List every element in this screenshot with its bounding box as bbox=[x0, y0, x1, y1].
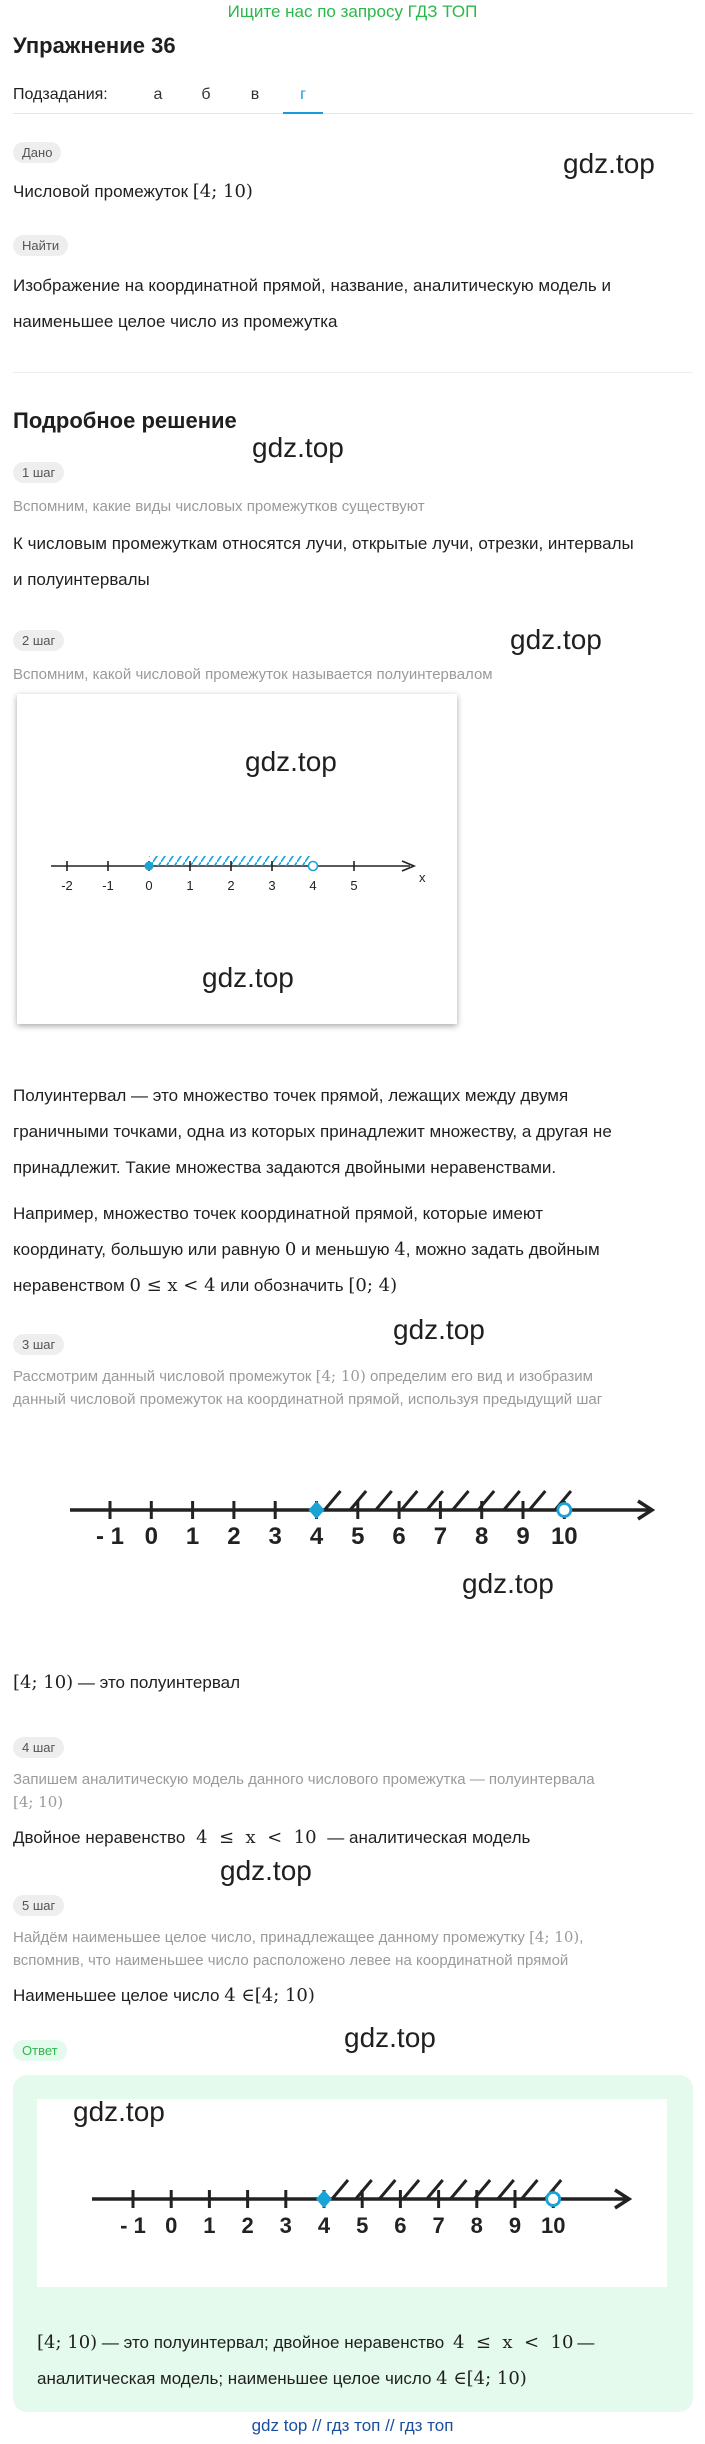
watermark: gdz.top bbox=[344, 2022, 436, 2053]
given-chip: Дано bbox=[13, 142, 61, 163]
closed-endpoint bbox=[145, 862, 154, 871]
step2-interval: [0; 4) bbox=[348, 1275, 398, 1296]
tick-label: 10 bbox=[550, 1523, 578, 1550]
tick-label: 7 bbox=[432, 2213, 445, 2238]
hatch-stroke bbox=[379, 2180, 395, 2199]
step4-text-b: — аналитическая модель bbox=[327, 1828, 531, 1847]
hatch-stroke bbox=[453, 1491, 469, 1510]
tick-label: 0 bbox=[144, 1523, 158, 1550]
answer-box bbox=[13, 2075, 693, 2412]
watermark: gdz.top bbox=[393, 1314, 485, 1345]
tick-label: 5 bbox=[356, 2213, 369, 2238]
tick-label: 0 bbox=[165, 2213, 178, 2238]
open-endpoint bbox=[309, 862, 318, 871]
step1-line-1: К числовым промежуткам относятся лучи, открытые лучи, отрезки, интервалы bbox=[13, 534, 634, 553]
half-interval-figure bbox=[17, 694, 457, 1024]
find-line-2: наименьшее целое число из промежутка bbox=[13, 312, 338, 331]
hatch-stroke bbox=[325, 1491, 341, 1510]
hatch-stroke bbox=[427, 2180, 443, 2199]
step2-text: или обозначить bbox=[220, 1276, 344, 1295]
tick-label: 8 bbox=[475, 1523, 489, 1550]
tick-label: 2 bbox=[227, 878, 235, 893]
step2-p2-line-1: Например, множество точек координатной прямой, которые имеют bbox=[13, 1204, 544, 1223]
open-endpoint bbox=[558, 1504, 571, 1517]
tick-label: 4 bbox=[309, 878, 317, 893]
tick-label: 1 bbox=[185, 1523, 200, 1550]
watermark: gdz.top bbox=[462, 1568, 554, 1599]
tick-label: 2 bbox=[241, 2213, 254, 2238]
hatch-stroke bbox=[401, 1491, 417, 1510]
tick-label: 5 bbox=[351, 1523, 365, 1550]
tick-label: 3 bbox=[268, 878, 276, 893]
answer-figure bbox=[37, 2096, 667, 2287]
step2-text: и меньшую bbox=[301, 1240, 390, 1259]
step3-hint-text: определим его вид и изобразим bbox=[369, 1368, 593, 1385]
tab-g[interactable]: г bbox=[283, 84, 323, 114]
tick-label: 10 bbox=[540, 2213, 566, 2238]
step5-chip: 5 шаг bbox=[13, 1895, 64, 1916]
number-line-4-10 bbox=[0, 1470, 705, 1580]
step4-text-a: Двойное неравенство bbox=[13, 1828, 186, 1847]
tick-label: 1 bbox=[186, 878, 194, 893]
step3-hint-text: Рассмотрим данный числовой промежуток bbox=[13, 1368, 312, 1385]
answer-number-line bbox=[37, 2159, 667, 2269]
footer-links[interactable]: gdz top // гдз топ // гдз топ bbox=[251, 2416, 454, 2435]
step2-text: , можно задать двойным bbox=[405, 1240, 600, 1259]
step3-result-interval: [4; 10) bbox=[13, 1672, 74, 1693]
step4-chip: 4 шаг bbox=[13, 1737, 64, 1758]
find-line-1: Изображение на координатной прямой, название, аналитическую модель и bbox=[13, 276, 611, 295]
step2-p1-line-2: граничными точками, одна из которых принадлежит множеству, а другая не bbox=[13, 1122, 612, 1141]
watermark: gdz.top bbox=[220, 1855, 312, 1886]
find-chip: Найти bbox=[13, 235, 68, 256]
step5-value: 4 ∈[4; 10) bbox=[224, 1985, 315, 2006]
step2-four: 4 bbox=[394, 1239, 406, 1260]
tick-label: 2 bbox=[227, 1523, 241, 1550]
given-interval: [4; 10) bbox=[192, 181, 253, 202]
tick-label: -1 bbox=[102, 878, 114, 893]
watermark: gdz.top bbox=[202, 962, 294, 993]
tick-label: 7 bbox=[433, 1523, 448, 1550]
answer-dash: — bbox=[577, 2333, 595, 2352]
hatch-stroke bbox=[403, 2180, 419, 2199]
answer-text: аналитическая модель; наименьшее целое число bbox=[37, 2369, 432, 2388]
hatch-stroke bbox=[521, 2180, 537, 2199]
given-label: Числовой промежуток bbox=[13, 182, 189, 201]
answer-value: 4 ∈[4; 10) bbox=[436, 2368, 527, 2389]
tick-label: 0 bbox=[145, 878, 153, 893]
answer-inequality: 4 ≤ x < 10 bbox=[452, 2332, 574, 2353]
step5-hint-line-2: вспомнив, что наименьшее число расположено левее на координатной прямой bbox=[13, 1952, 569, 1969]
watermark: gdz.top bbox=[563, 148, 655, 179]
step4-hint-line-2 bbox=[13, 1791, 693, 1814]
step2-p2-line-3 bbox=[13, 1268, 693, 1304]
subtasks-label: Подзадания: bbox=[13, 86, 108, 103]
step5-hint-text: Найдём наименьшее целое число, принадлежащее данному промежутку bbox=[13, 1929, 525, 1946]
tick-label: 8 bbox=[470, 2213, 483, 2238]
divider bbox=[13, 372, 693, 373]
closed-endpoint bbox=[316, 2190, 332, 2208]
tick-label: - 1 bbox=[120, 2213, 146, 2238]
hatch-stroke bbox=[376, 1491, 392, 1510]
step2-chip: 2 шаг bbox=[13, 630, 64, 651]
answer-line-1 bbox=[37, 2325, 677, 2361]
step2-text: неравенством bbox=[13, 1276, 125, 1295]
answer-line-2 bbox=[37, 2361, 677, 2397]
watermark: gdz.top bbox=[252, 432, 344, 463]
answer-chip: Ответ bbox=[13, 2040, 67, 2061]
step5-hint-line-1: Найдём наименьшее целое число, принадлежащее данному промежутку [4; 10), bbox=[13, 1928, 584, 1946]
top-banner[interactable]: Ищите нас по запросу ГДЗ ТОП bbox=[227, 2, 478, 21]
answer-interval: [4; 10) bbox=[37, 2332, 98, 2353]
tick-label: 6 bbox=[392, 1523, 406, 1550]
tab-b[interactable]: б bbox=[201, 86, 211, 103]
page-title: Упражнение 36 bbox=[13, 33, 176, 58]
solution-title: Подробное решение bbox=[13, 408, 237, 433]
step2-p1-line-1: Полуинтервал — это множество точек прямой, лежащих между двумя bbox=[13, 1086, 569, 1105]
hatch-stroke bbox=[450, 2180, 466, 2199]
step4-hint-interval: [4; 10) bbox=[13, 1793, 64, 1811]
hatch-stroke bbox=[504, 1491, 520, 1510]
step1-hint: Вспомним, какие виды числовых промежутков существуют bbox=[13, 498, 425, 515]
step5-label: Наименьшее целое число bbox=[13, 1986, 220, 2005]
step2-p1-line-3: принадлежит. Такие множества задаются двойными неравенствами. bbox=[13, 1158, 557, 1177]
tick-label: 9 bbox=[508, 2213, 522, 2238]
step3-hint-interval: [4; 10) bbox=[315, 1367, 366, 1385]
closed-endpoint bbox=[309, 1501, 325, 1519]
watermark: gdz.top bbox=[510, 624, 602, 655]
tick-label: 3 bbox=[268, 1523, 282, 1550]
step2-p2-line-2 bbox=[13, 1232, 693, 1268]
tab-a[interactable]: а bbox=[153, 86, 163, 103]
tick-label: 6 bbox=[394, 2213, 407, 2238]
step2-hint: Вспомним, какой числовой промежуток называется полуинтервалом bbox=[13, 666, 493, 683]
watermark: gdz.top bbox=[245, 746, 337, 777]
open-endpoint bbox=[547, 2193, 560, 2206]
tick-label: - 1 bbox=[95, 1523, 125, 1550]
step5-text bbox=[13, 1978, 693, 2014]
tick-label: 4 bbox=[317, 2213, 331, 2238]
axis-label: x bbox=[419, 870, 426, 885]
hatch-stroke bbox=[498, 2180, 514, 2199]
step2-zero: 0 bbox=[284, 1239, 297, 1260]
step3-chip: 3 шаг bbox=[13, 1334, 64, 1355]
answer-text: — это полуинтервал; двойное неравенство bbox=[101, 2333, 445, 2352]
step3-result bbox=[13, 1665, 693, 1701]
tick-label: 3 bbox=[279, 2213, 292, 2238]
step3-hint-line-1 bbox=[13, 1365, 693, 1388]
tick-label: 1 bbox=[203, 2213, 216, 2238]
tick-label: -2 bbox=[61, 878, 73, 893]
watermark: gdz.top bbox=[73, 2096, 165, 2127]
step5-hint-interval: [4; 10) bbox=[529, 1928, 580, 1946]
step4-inequality: 4 ≤ x < 10 bbox=[196, 1827, 317, 1848]
hatch-stroke bbox=[332, 2180, 348, 2199]
step3-hint-line-2: данный числовой промежуток на координатной прямой, используя предыдущий шаг bbox=[13, 1391, 603, 1408]
tick-label: 5 bbox=[350, 878, 358, 893]
step3-result-text: — это полуинтервал bbox=[77, 1673, 241, 1692]
tick-label: 9 bbox=[516, 1523, 530, 1550]
step4-text bbox=[13, 1820, 693, 1856]
step1-line-2: и полуинтервалы bbox=[13, 570, 150, 589]
step2-text: координату, большую или равную bbox=[13, 1240, 281, 1259]
hatch-stroke bbox=[529, 1491, 545, 1510]
step4-hint-line-1: Запишем аналитическую модель данного числового промежутка — полуинтервала bbox=[13, 1771, 595, 1788]
subtasks-bar bbox=[13, 84, 693, 114]
tick-label: 4 bbox=[309, 1523, 324, 1550]
tab-v[interactable]: в bbox=[250, 86, 260, 103]
step2-inequality: 0 ≤ x < 4 bbox=[129, 1275, 216, 1296]
step1-chip: 1 шаг bbox=[13, 462, 64, 483]
